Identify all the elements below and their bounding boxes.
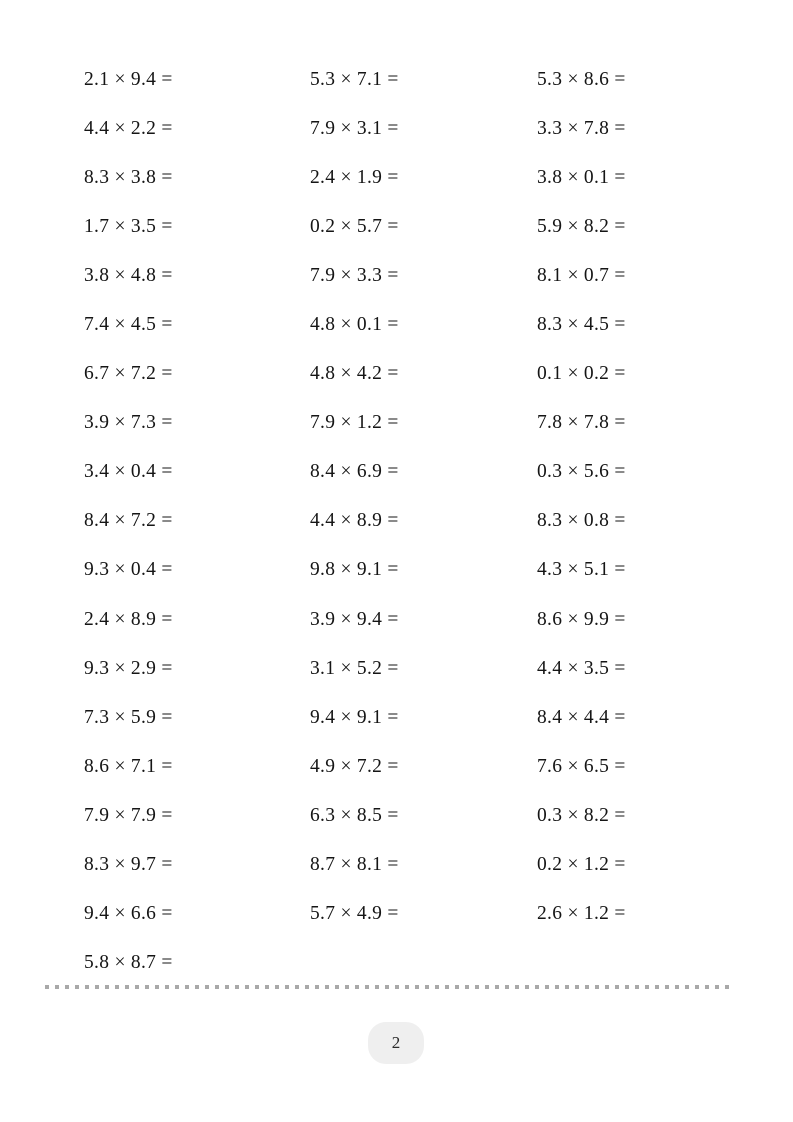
- problem: 8.4 × 4.4 =: [537, 706, 626, 728]
- problem: 3.9 × 9.4 =: [310, 608, 399, 630]
- problem: 1.7 × 3.5 =: [84, 215, 173, 237]
- problem: 7.3 × 5.9 =: [84, 706, 173, 728]
- problem: 9.4 × 6.6 =: [84, 903, 173, 925]
- problem: 2.6 × 1.2 =: [537, 903, 626, 925]
- problem: 7.9 × 3.3 =: [310, 264, 399, 286]
- problem: 7.4 × 4.5 =: [84, 314, 173, 336]
- problem: 9.8 × 9.1 =: [310, 559, 399, 581]
- problem: 8.6 × 9.9 =: [537, 608, 626, 630]
- problem: 7.9 × 7.9 =: [84, 804, 173, 826]
- page-number-badge: [368, 1022, 424, 1064]
- problem: 5.8 × 8.7 =: [84, 952, 173, 974]
- problem: 2.4 × 1.9 =: [310, 166, 399, 188]
- problem: 0.1 × 0.2 =: [537, 363, 626, 385]
- problem: 6.7 × 7.2 =: [84, 363, 173, 385]
- problem: 8.4 × 7.2 =: [84, 510, 173, 532]
- problem: 8.1 × 0.7 =: [537, 264, 626, 286]
- problem: 8.4 × 6.9 =: [310, 461, 399, 483]
- problem: 9.3 × 0.4 =: [84, 559, 173, 581]
- problem: 3.9 × 7.3 =: [84, 412, 173, 434]
- problem: 4.3 × 5.1 =: [537, 559, 626, 581]
- problem: 4.4 × 8.9 =: [310, 510, 399, 532]
- problem: 7.9 × 1.2 =: [310, 412, 399, 434]
- problem: 8.7 × 8.1 =: [310, 854, 399, 876]
- problem: 7.6 × 6.5 =: [537, 755, 626, 777]
- problem: 4.4 × 3.5 =: [537, 657, 626, 679]
- problem: 3.3 × 7.8 =: [537, 117, 626, 139]
- problem: 3.4 × 0.4 =: [84, 461, 173, 483]
- problem: 0.3 × 8.2 =: [537, 804, 626, 826]
- problem: 4.9 × 7.2 =: [310, 755, 399, 777]
- problem: 0.3 × 5.6 =: [537, 461, 626, 483]
- problem: 5.3 × 8.6 =: [537, 68, 626, 90]
- problem: 4.8 × 4.2 =: [310, 363, 399, 385]
- problem: 5.7 × 4.9 =: [310, 903, 399, 925]
- dotted-divider: [45, 985, 735, 989]
- problem: 9.4 × 9.1 =: [310, 706, 399, 728]
- problem: 3.8 × 0.1 =: [537, 166, 626, 188]
- problem: 3.8 × 4.8 =: [84, 264, 173, 286]
- problem: 4.4 × 2.2 =: [84, 117, 173, 139]
- problem: 7.8 × 7.8 =: [537, 412, 626, 434]
- problem: 6.3 × 8.5 =: [310, 804, 399, 826]
- page-number: 2: [391, 1033, 401, 1052]
- problem: 8.6 × 7.1 =: [84, 755, 173, 777]
- problem: 7.9 × 3.1 =: [310, 117, 399, 139]
- problem: 8.3 × 9.7 =: [84, 854, 173, 876]
- problem: 5.9 × 8.2 =: [537, 215, 626, 237]
- problem: 8.3 × 3.8 =: [84, 166, 173, 188]
- problem: 2.4 × 8.9 =: [84, 608, 173, 630]
- problem: 8.3 × 0.8 =: [537, 510, 626, 532]
- problem: 5.3 × 7.1 =: [310, 68, 399, 90]
- problem: 9.3 × 2.9 =: [84, 657, 173, 679]
- problem: 3.1 × 5.2 =: [310, 657, 399, 679]
- problem: 0.2 × 1.2 =: [537, 854, 626, 876]
- problems-grid: [84, 55, 764, 988]
- problem: 4.8 × 0.1 =: [310, 314, 399, 336]
- problem: 0.2 × 5.7 =: [310, 215, 399, 237]
- problem: 2.1 × 9.4 =: [84, 68, 173, 90]
- problem: 8.3 × 4.5 =: [537, 314, 626, 336]
